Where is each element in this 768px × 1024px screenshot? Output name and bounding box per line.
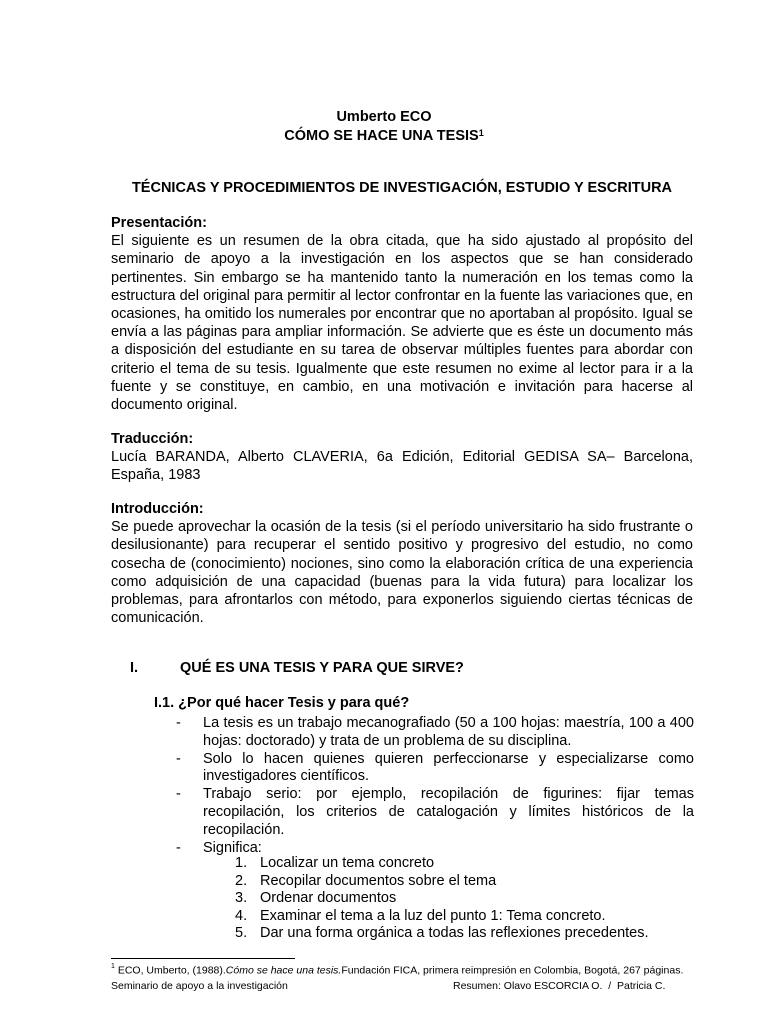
item-text: Examinar el tema a la luz del punto 1: Tema concreto. (260, 907, 606, 924)
item-number: 5. (235, 925, 248, 941)
section-heading: Traducción: (111, 431, 194, 447)
numbered-list (235, 855, 649, 943)
bullet-text: Solo lo hacen quienes quieren perfeccionarse y especializarse como investigadores científicos. (203, 750, 694, 785)
bullet-item (176, 715, 694, 751)
bullet-dash: - (176, 750, 181, 767)
bullet-list (176, 715, 694, 857)
section-presentacion (111, 214, 693, 414)
item-number: 1. (235, 855, 248, 871)
section-body: El siguiente es un resumen de la obra citada, que ha sido ajustado al propósito del seminario de apoyo a la investigación en los aspectos que se han considerado pertinentes. Sin embargo se ha mantenido tanto la numeración en los temas como la estructura del original para permitir al lector confrontar en la fuente las variaciones que, en ocasiones, ha omitido los numerales por encontrar que no aportaban al propósito. Igual se envía a las páginas para ampliar información. Se advierte que es éste un documento más a disposición del estudiante en su tarea de observar múltiples fuentes para abordar con criterio el tema de su tesis. Igualmente que este resumen no exime al lector para ir a la fuente y se constituye, en cambio, en una motivación e invitación para hacerse al documento original. (111, 233, 693, 414)
bullet-dash: - (176, 786, 181, 803)
bullet-item (176, 751, 694, 787)
bullet-text: Significa: (203, 839, 262, 856)
bullet-dash: - (176, 839, 181, 856)
item-number: 2. (235, 872, 248, 889)
footnote (111, 964, 683, 977)
numbered-item (235, 873, 649, 891)
chapter-number: I. (130, 660, 139, 676)
item-text: Localizar un tema concreto (260, 855, 435, 871)
item-text: Dar una forma orgánica a todas las reflexiones precedentes. (260, 925, 649, 941)
item-text: Ordenar documentos (260, 890, 397, 906)
item-text: Recopilar documentos sobre el tema (260, 872, 497, 889)
document-subtitle: TÉCNICAS Y PROCEDIMIENTOS DE INVESTIGACIÓN, ESTUDIO Y ESCRITURA (131, 180, 673, 196)
section-traduccion (111, 430, 693, 485)
footnote-divider (111, 958, 295, 959)
author-name: Umberto ECO (336, 109, 432, 125)
footnote-italic-title: Cómo se hace una tesis. (225, 964, 342, 977)
section-introduccion (111, 500, 693, 627)
book-title: CÓMO SE HACE UNA TESIS (284, 128, 479, 144)
section-body: Se puede aprovechar la ocasión de la tesis (si el período universitario ha sido frustrante o desilusionante) para recuperar el sentido positivo y progresivo del estudio, no como cosecha de (conocimiento) nociones, sino como la elaboración crítica de una experiencia como adquisición de una capacidad (buenas para la vida futura) para localizar los problemas, para afrontarlos con método, para exponerlos siguiendo ciertas técnicas de comunicación. (111, 519, 693, 627)
item-number: 4. (235, 907, 248, 924)
book-title-line (0, 127, 768, 146)
chapter-title: QUÉ ES UNA TESIS Y PARA QUE SIRVE? (180, 660, 464, 676)
bullet-item (176, 786, 694, 839)
bullet-text: La tesis es un trabajo mecanografiado (50 a 100 hojas: maestría, 100 a 400 hojas: doctorado) y trata de un problema de su disciplina. (203, 715, 694, 749)
numbered-item (235, 925, 649, 943)
footnote-suffix: Fundación FICA, primera reimpresión en Colombia, Bogotá, 267 páginas. (341, 964, 684, 977)
section-body: Lucía BARANDA, Alberto CLAVERIA, 6a Edición, Editorial GEDISA SA– Barcelona, España, 1983 (111, 449, 693, 484)
item-number: 3. (235, 890, 248, 906)
numbered-item (235, 908, 649, 926)
footnote-marker: 1 (111, 963, 115, 970)
numbered-item (235, 855, 649, 873)
bullet-dash: - (176, 715, 181, 731)
title-block (0, 108, 768, 146)
footer-right: Resumen: Olavo ESCORCIA O. / Patricia C. (453, 980, 666, 992)
subsection-heading: I.1. ¿Por qué hacer Tesis y para qué? (154, 695, 410, 711)
numbered-item (235, 890, 649, 908)
bullet-text: Trabajo serio: por ejemplo, recopilación de figurines: fijar temas recopilación, los criterios de catalogación y límites históricos de la recopilación. (203, 786, 694, 838)
footnote-ref: 1 (478, 128, 484, 138)
section-heading: Presentación: (111, 215, 207, 231)
footer-left: Seminario de apoyo a la investigación (111, 980, 288, 992)
footnote-prefix: ECO, Umberto, (1988). (117, 964, 226, 977)
chapter-heading (130, 660, 464, 676)
section-heading: Introducción: (111, 501, 204, 517)
